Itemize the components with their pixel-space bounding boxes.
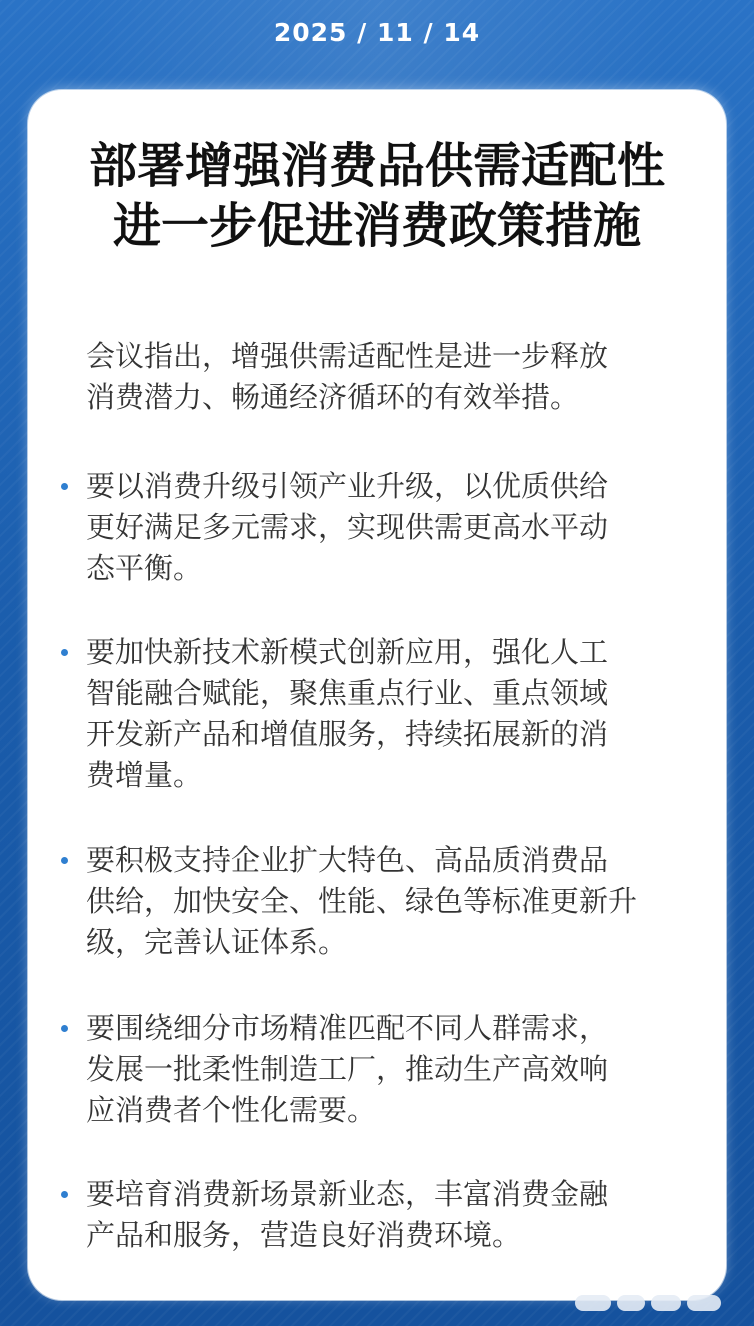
- bullet-dot-icon: [61, 649, 68, 656]
- page-title: [28, 136, 726, 256]
- bullet-line: 要积极支持企业扩大特色、高品质消费品: [86, 843, 609, 877]
- bullet-line: 更好满足多元需求，实现供需更高水平动: [86, 510, 609, 544]
- bullet-line: 态平衡。: [86, 551, 203, 585]
- bullet-item-2: [86, 632, 696, 796]
- intro-line-2: 消费潜力、畅通经济循环的有效举措。: [86, 380, 580, 414]
- bullet-item-4: [86, 1008, 696, 1131]
- bullet-line: 智能融合赋能，聚焦重点行业、重点领域: [86, 676, 609, 710]
- bullet-dot-icon: [61, 483, 68, 490]
- title-line-2: 进一步促进消费政策措施: [112, 198, 641, 254]
- bullet-line: 应消费者个性化需要。: [86, 1093, 377, 1127]
- bullet-item-3: [86, 840, 696, 963]
- bullet-line: 要围绕细分市场精准匹配不同人群需求，: [86, 1011, 609, 1045]
- watermark-mark: [687, 1295, 721, 1311]
- bullet-dot-icon: [61, 1191, 68, 1198]
- watermark-mark: [575, 1295, 611, 1311]
- watermark-mark: [617, 1295, 645, 1311]
- intro-paragraph: [86, 336, 696, 418]
- bullet-line: 供给，加快安全、性能、绿色等标准更新升: [86, 884, 638, 918]
- bullet-item-5: [86, 1174, 696, 1256]
- bullet-line: 要以消费升级引领产业升级，以优质供给: [86, 469, 609, 503]
- watermark-mark: [651, 1295, 681, 1311]
- bullet-item-1: [86, 466, 696, 589]
- intro-line-1: 会议指出，增强供需适配性是进一步释放: [86, 339, 609, 373]
- watermark-strip: [575, 1291, 733, 1323]
- date-label: 2025 / 11 / 14: [273, 18, 481, 47]
- bullet-line: 要培育消费新场景新业态，丰富消费金融: [86, 1177, 609, 1211]
- bullet-line: 级，完善认证体系。: [86, 925, 348, 959]
- bullet-line: 发展一批柔性制造工厂，推动生产高效响: [86, 1052, 609, 1086]
- bullet-line: 费增量。: [86, 758, 203, 792]
- bullet-dot-icon: [61, 1025, 68, 1032]
- bullet-dot-icon: [61, 857, 68, 864]
- bullet-line: 开发新产品和增值服务，持续拓展新的消: [86, 717, 609, 751]
- bullet-line: 产品和服务，营造良好消费环境。: [86, 1218, 522, 1252]
- title-line-1: 部署增强消费品供需适配性: [88, 138, 665, 194]
- bullet-line: 要加快新技术新模式创新应用，强化人工: [86, 635, 609, 669]
